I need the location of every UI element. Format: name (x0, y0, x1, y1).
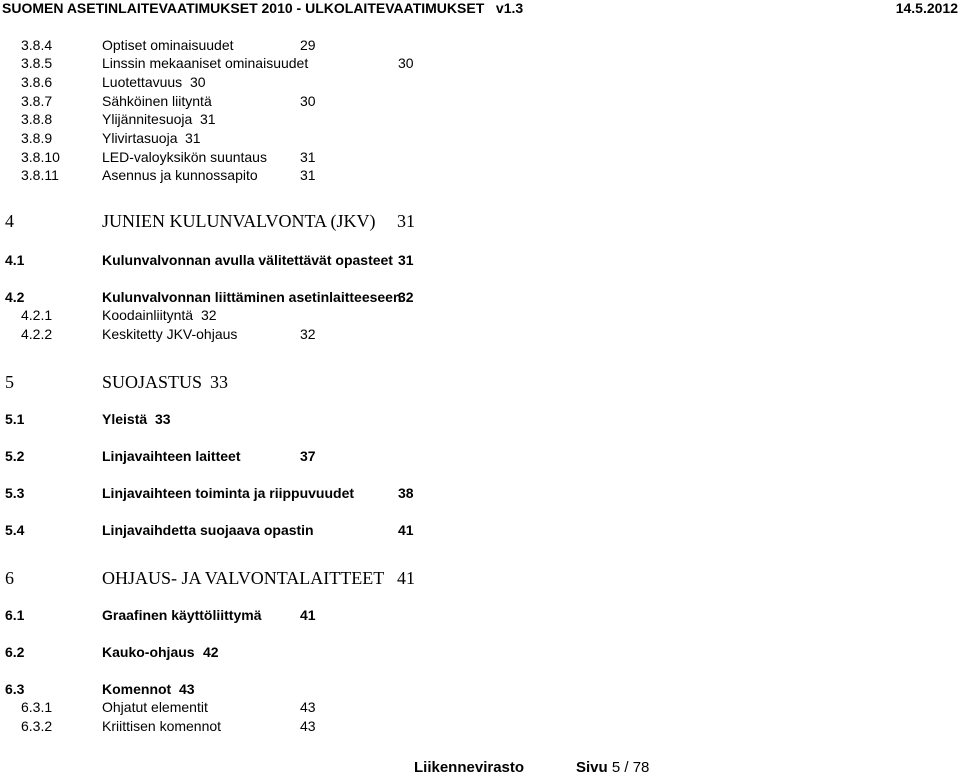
toc-entry-number: 3.8.5 (21, 55, 53, 71)
toc-entry-number: 5.1 (5, 411, 25, 427)
toc-entry-page: 31 (398, 252, 414, 268)
footer-page-number: Sivu 5 / 78 (576, 759, 650, 776)
toc-entry-page: 31 (300, 149, 316, 165)
toc-entry-title: Linjavaihdetta suojaava opastin (102, 522, 314, 538)
toc-entry-title: Luotettavuus (102, 74, 183, 90)
toc-entry-page: 30 (398, 55, 414, 71)
toc-entry-number: 5.4 (5, 522, 25, 538)
toc-entry-title: Asennus ja kunnossapito (102, 167, 258, 183)
toc-entry-page: 43 (300, 718, 316, 734)
toc-entry-title: Optiset ominaisuudet (102, 37, 234, 53)
toc-entry-page: 32 (398, 289, 414, 305)
document-version: v1.3 (495, 0, 524, 16)
toc-entry-page: 32 (201, 307, 217, 323)
toc-entry-title: Linjavaihteen toiminta ja riippuvuudet (102, 485, 355, 501)
toc-entry-page: 42 (203, 644, 219, 660)
toc-entry-page: 30 (300, 93, 316, 109)
toc-entry-number: 3.8.8 (21, 111, 53, 127)
toc-entry-page: 31 (185, 130, 201, 146)
toc-entry-number: 4.2.2 (21, 326, 53, 342)
toc-entry-number: 3.8.4 (21, 37, 53, 53)
toc-entry-number: 6 (5, 568, 14, 588)
toc-entry-number: 3.8.9 (21, 130, 53, 146)
toc-entry-title: Kriittisen komennot (102, 718, 222, 734)
toc-entry-page: 41 (397, 568, 415, 588)
toc-entry-number: 6.3.1 (21, 699, 53, 715)
toc-entry-page: 31 (300, 167, 316, 183)
toc-entry-title: Yleistä (102, 411, 148, 427)
toc-entry-number: 5.2 (5, 448, 25, 464)
toc-entry-page: 41 (398, 522, 414, 538)
toc-entry-page: 41 (300, 607, 316, 623)
toc-entry-title: Keskitetty JKV-ohjaus (102, 326, 238, 342)
toc-entry-title: Komennot (102, 681, 172, 697)
toc-entry-number: 3.8.11 (21, 167, 59, 183)
toc-entry-page: 30 (190, 74, 206, 90)
toc-entry-page: 31 (397, 211, 415, 231)
toc-entry-title: SUOJASTUS (102, 372, 203, 392)
toc-entry-number: 3.8.6 (21, 74, 53, 90)
toc-entry-title: OHJAUS- JA VALVONTALAITTEET (102, 568, 385, 588)
toc-entry-page: 33 (210, 372, 228, 392)
toc-entry-title: JUNIEN KULUNVALVONTA (JKV) (102, 211, 376, 231)
toc-entry-number: 4.2 (5, 289, 25, 305)
toc-entry-page: 37 (300, 448, 316, 464)
toc-entry-number: 4.2.1 (21, 307, 53, 323)
toc-entry-number: 6.1 (5, 607, 25, 623)
toc-entry-page: 29 (300, 37, 316, 53)
toc-entry-title: Linssin mekaaniset ominaisuudet (102, 55, 309, 71)
toc-entry-page: 32 (300, 326, 316, 342)
toc-entry-title: LED-valoyksikön suuntaus (102, 149, 267, 165)
toc-entry-number: 3.8.10 (21, 149, 60, 165)
toc-entry-page: 33 (155, 411, 171, 427)
toc-entry-number: 4 (5, 211, 14, 231)
toc-entry-number: 6.3 (5, 681, 25, 697)
toc-entry-title: Kulunvalvonnan liittäminen asetinlaitteeseen (102, 289, 402, 305)
toc-entry-number: 5 (5, 372, 14, 392)
toc-entry-number: 5.3 (5, 485, 25, 501)
toc-entry-title: Kulunvalvonnan avulla välitettävät opasteet (102, 252, 393, 268)
toc-entry-page: 38 (398, 485, 414, 501)
toc-entry-number: 6.2 (5, 644, 25, 660)
toc-entry-title: Ohjatut elementit (102, 699, 208, 715)
toc-entry-title: Koodainliityntä (102, 307, 194, 323)
toc-entry-page: 31 (200, 111, 216, 127)
footer-organization: Liikennevirasto (414, 759, 525, 776)
document-title: SUOMEN ASETINLAITEVAATIMUKSET 2010 - ULKOLAITEVAATIMUKSET v1.3 (2, 0, 524, 16)
toc-entry-page: 43 (300, 699, 316, 715)
toc-entry-title: Linjavaihteen laitteet (102, 448, 241, 464)
toc-entry-number: 3.8.7 (21, 93, 53, 109)
toc-entry-title: Ylijännitesuoja (102, 111, 193, 127)
toc-entry-title: Kauko-ohjaus (102, 644, 195, 660)
page-header (0, 0, 960, 20)
toc-entry-page: 43 (179, 681, 195, 697)
toc-entry-number: 6.3.2 (21, 718, 53, 734)
document-date: 14.5.2012 (895, 0, 958, 16)
toc-entry-title: Ylivirtasuoja (102, 130, 178, 146)
toc-entry-title: Graafinen käyttöliittymä (102, 607, 262, 623)
toc-entry-title: Sähköinen liityntä (102, 93, 212, 109)
toc-entry-number: 4.1 (5, 252, 25, 268)
